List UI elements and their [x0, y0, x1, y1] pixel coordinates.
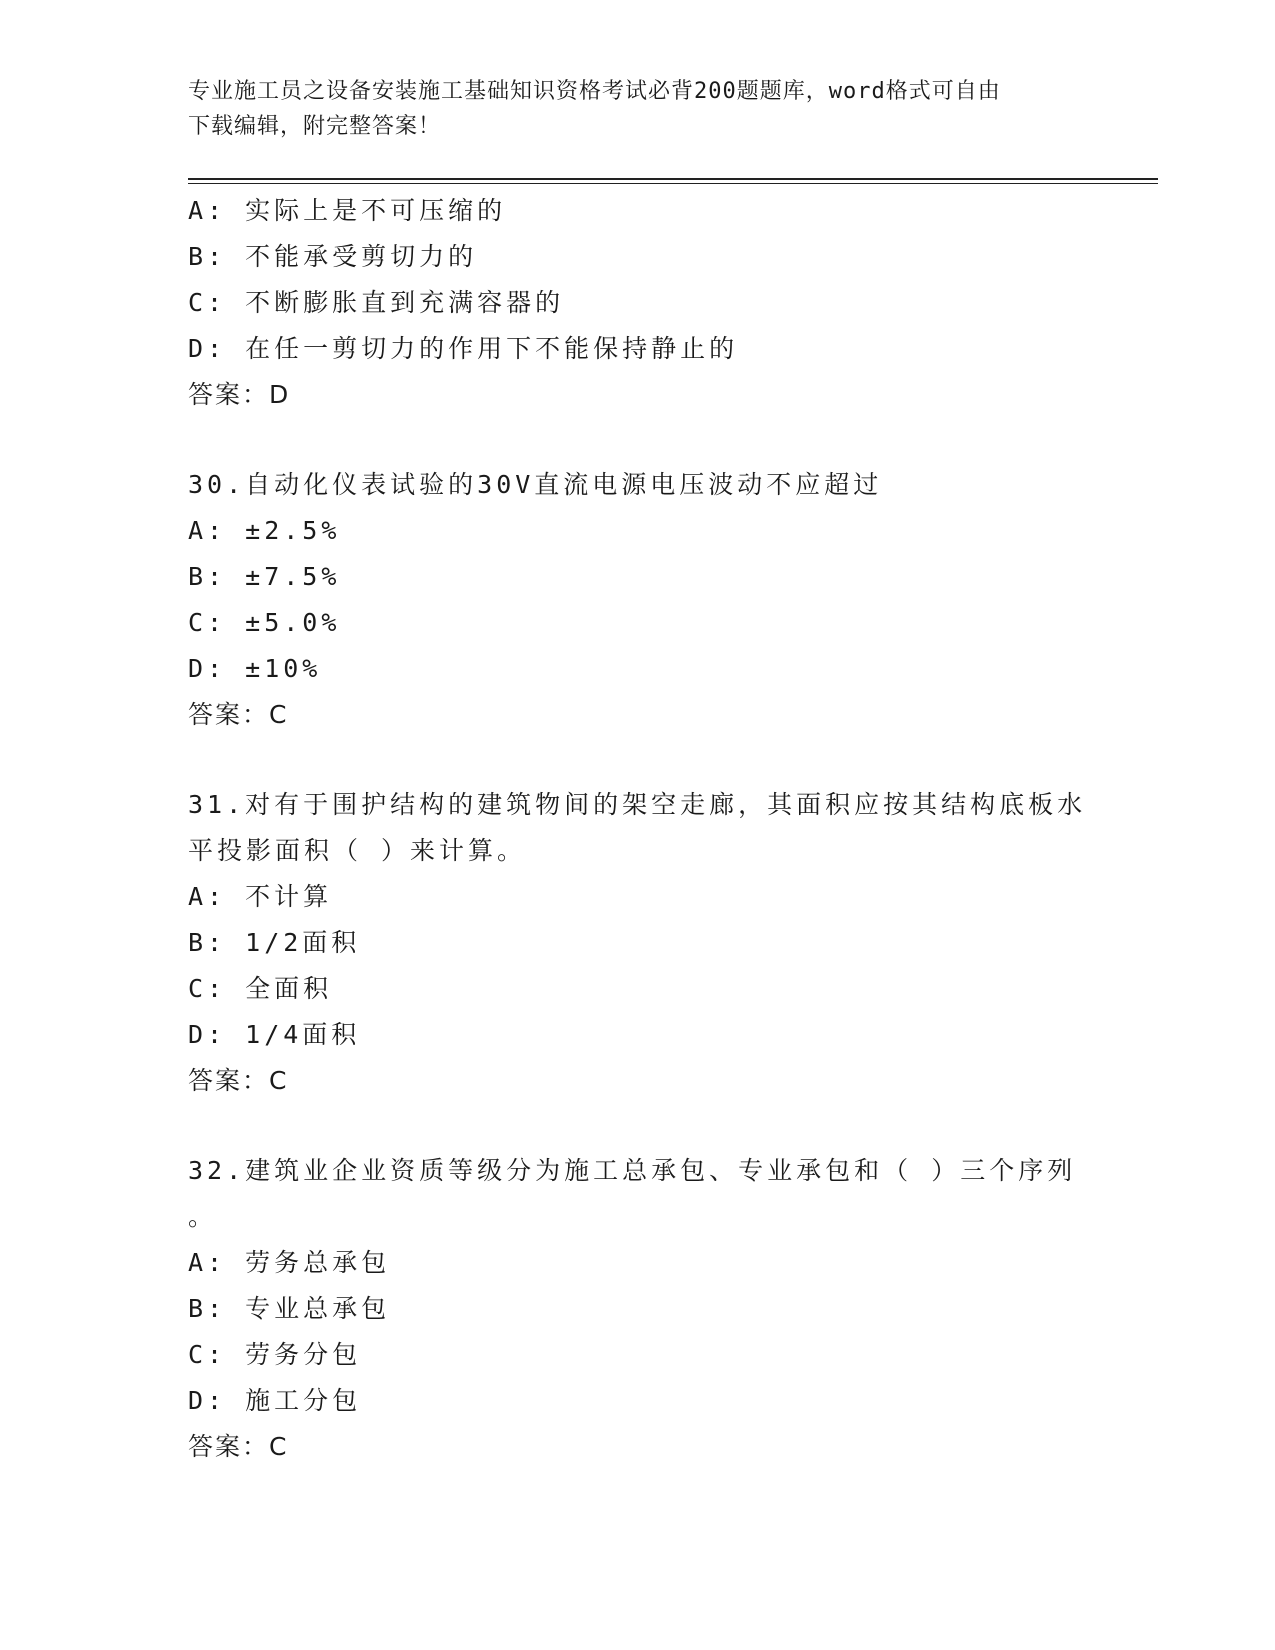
option-c: C: 不断膨胀直到充满容器的	[188, 288, 565, 317]
option-d: D: 在任一剪切力的作用下不能保持静止的	[188, 334, 739, 363]
option-a: A: ±2.5%	[188, 516, 341, 545]
question-text: 30.自动化仪表试验的30V直流电源电压波动不应超过	[188, 470, 883, 499]
spacer	[188, 738, 1148, 782]
option-a: A: 劳务总承包	[188, 1248, 391, 1277]
question-text-line-1: 31.对有于围护结构的建筑物间的架空走廊，其面积应按其结构底板水	[188, 790, 1087, 819]
header-divider-thick	[188, 178, 1158, 180]
option-b: B: 专业总承包	[188, 1294, 391, 1323]
question-30	[188, 462, 1148, 738]
option-c: C: 劳务分包	[188, 1340, 362, 1369]
option-d: D: 施工分包	[188, 1386, 362, 1415]
option-a: A: 不计算	[188, 882, 333, 911]
header-line-1: 专业施工员之设备安装施工基础知识资格考试必背200题题库，word格式可自由	[188, 79, 1001, 104]
option-c: C: ±5.0%	[188, 608, 341, 637]
option-b: B: ±7.5%	[188, 562, 341, 591]
question-text-line-1: 32.建筑业企业资质等级分为施工总承包、专业承包和（ ）三个序列	[188, 1156, 1077, 1185]
spacer	[188, 418, 1148, 462]
document-header	[188, 74, 1088, 144]
option-b: B: 不能承受剪切力的	[188, 242, 478, 271]
option-d: D: ±10%	[188, 654, 322, 683]
answer: 答案：C	[188, 1432, 289, 1461]
question-text-line-2: 。	[188, 1202, 214, 1231]
question-list	[188, 188, 1148, 1470]
question-31	[188, 782, 1148, 1104]
option-b: B: 1/2面积	[188, 928, 361, 957]
option-d: D: 1/4面积	[188, 1020, 361, 1049]
question-29	[188, 188, 1148, 418]
answer: 答案：C	[188, 700, 289, 729]
question-32	[188, 1148, 1148, 1470]
option-c: C: 全面积	[188, 974, 333, 1003]
header-line-2: 下载编辑，附完整答案！	[188, 114, 442, 139]
answer: 答案：C	[188, 1066, 289, 1095]
option-a: A: 实际上是不可压缩的	[188, 196, 507, 225]
header-divider-thin	[188, 183, 1158, 184]
spacer	[188, 1104, 1148, 1148]
question-text-line-2: 平投影面积（ ）来计算。	[188, 836, 527, 865]
answer: 答案：D	[188, 380, 291, 409]
